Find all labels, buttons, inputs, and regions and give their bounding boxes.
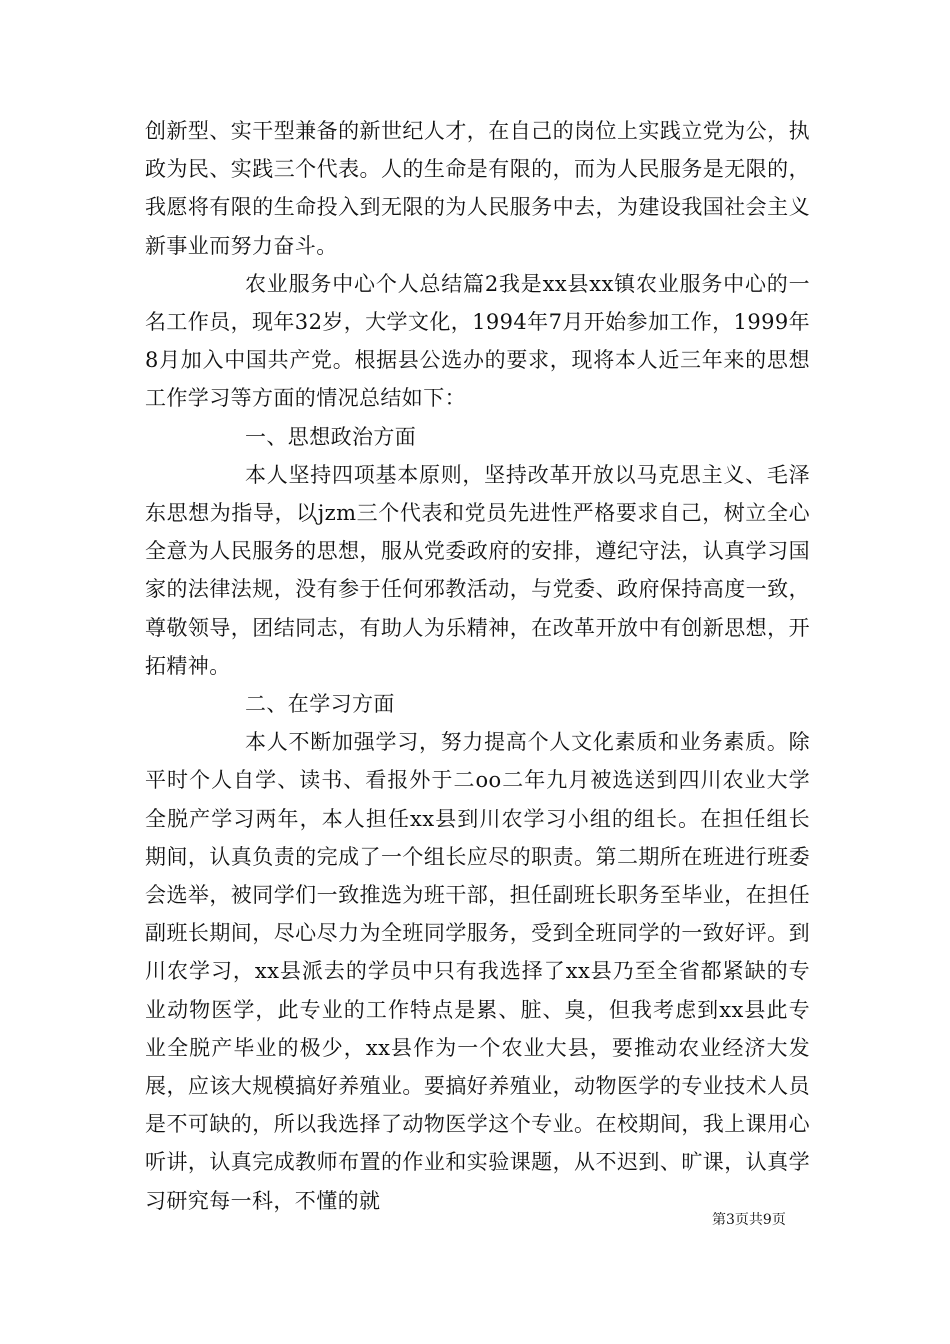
- paragraph-closing: 创新型、实干型兼备的新世纪人才，在自己的岗位上实践立党为公，执政为民、实践三个代表。人的生命是有限的，而为人民服务是无限的，我愿将有限的生命投入到无限的为人民服务中去，为建设我国社会主义新事业而努力奋斗。: [145, 119, 810, 258]
- document-body: [145, 112, 810, 1220]
- paragraph-politics: 本人坚持四项基本原则，坚持改革开放以马克思主义、毛泽东思想为指导，以jzm三个代表和党员先进性严格要求自己，树立全心全意为人民服务的思想，服从党委政府的安排，遵纪守法，认真学习国家的法律法规，没有参于任何邪教活动，与党委、政府保持高度一致，尊敬领导，团结同志，有助人为乐精神，在改革开放中有创新思想，开拓精神。: [145, 462, 810, 678]
- section-heading-politics: 一、思想政治方面: [245, 424, 417, 449]
- paragraph-intro: 农业服务中心个人总结篇2我是xx县xx镇农业服务中心的一名工作员，现年32岁，大学文化，1994年7月开始参加工作，1999年8月加入中国共产党。根据县公选办的要求，现将本人近三年来的思想工作学习等方面的情况总结如下：: [145, 271, 810, 411]
- section-heading-study: 二、在学习方面: [245, 692, 395, 717]
- paragraph-study: 本人不断加强学习，努力提高个人文化素质和业务素质。除平时个人自学、读书、看报外于二oo二年九月被选送到四川农业大学全脱产学习两年，本人担任xx县到川农学习小组的组长。在担任组长期间，认真负责的完成了一个组长应尽的职责。第二期所在班进行班委会选举，被同学们一致推选为班干部，担任副班长职务至毕业，在担任副班长期间，尽心尽力为全班同学服务，受到全班同学的一致好评。到川农学习，xx县派去的学员中只有我选择了xx县乃至全省都紧缺的专业动物医学，此专业的工作特点是累、脏、臭，但我考虑到xx县此专业全脱产毕业的极少，xx县作为一个农业大县，要推动农业经济大发展，应该大规模搞好养殖业。要搞好养殖业，动物医学的专业技术人员是不可缺的，所以我选择了动物医学这个专业。在校期间，我上课用心听讲，认真完成教师布置的作业和实验课题，从不迟到、旷课，认真学习研究每一科，不懂的就: [145, 730, 810, 1213]
- page-number: 第3页共9页: [712, 1212, 786, 1228]
